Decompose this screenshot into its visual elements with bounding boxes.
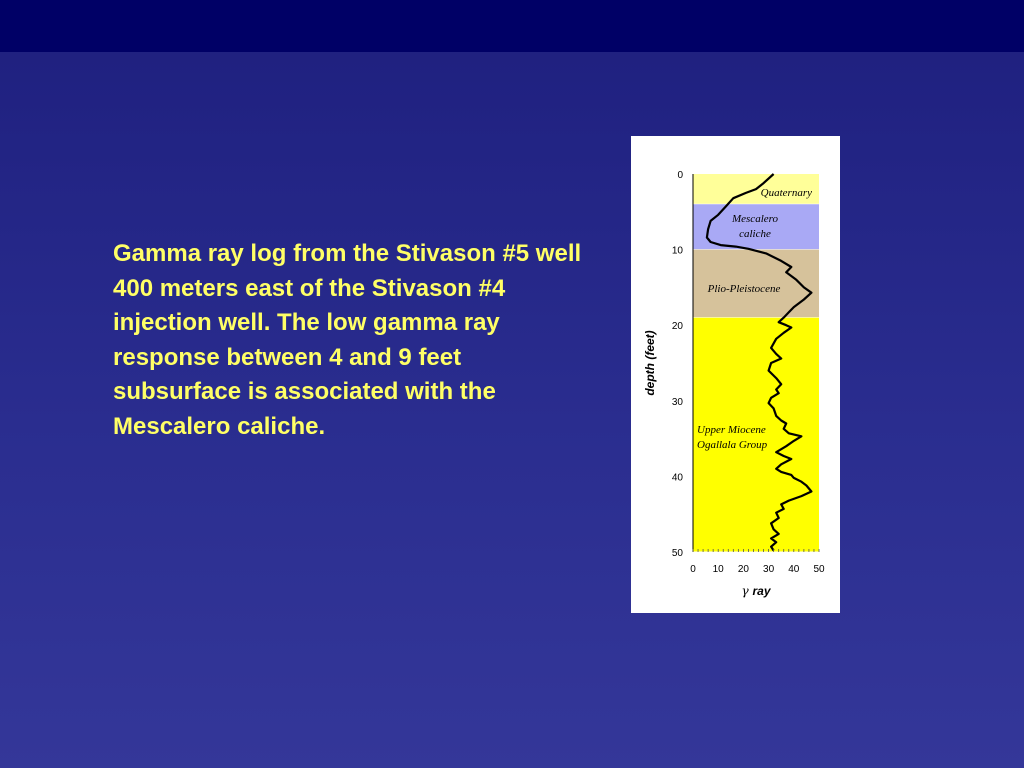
x-axis-title: γ ray: [741, 584, 771, 598]
x-tick-label-10: 10: [712, 564, 724, 575]
y-tick-label-10: 10: [671, 245, 683, 257]
gamma-ray-log-figure: [631, 136, 840, 613]
x-tick-label-50: 50: [813, 564, 825, 575]
unit-label-2: Plio-Pleistocene: [707, 283, 781, 295]
y-tick-label-40: 40: [671, 472, 683, 484]
y-tick-label-0: 0: [677, 170, 683, 181]
unit-label-0: Quaternary: [760, 187, 812, 199]
slide-caption: Gamma ray log from the Stivason #5 well 400 meters east of the Stivason #4 injection well. The low gamma ray response between 4 and 9 feet subsurface is associated with the Mescalero caliche.: [113, 240, 582, 440]
y-tick-label-50: 50: [671, 548, 683, 559]
y-axis-title: depth (feet): [643, 330, 657, 396]
x-tick-label-0: 0: [690, 564, 696, 575]
x-tick-label-20: 20: [737, 564, 749, 575]
gamma-ray-log-chart: [631, 136, 840, 613]
title-band: [0, 0, 1024, 52]
unit-label-3: Upper Miocene Ogallala Group: [697, 424, 768, 451]
y-tick-label-20: 20: [671, 321, 683, 333]
x-tick-label-30: 30: [763, 564, 775, 575]
x-tick-label-40: 40: [788, 564, 800, 575]
unit-label-1: Mescalero caliche: [731, 213, 779, 240]
y-tick-label-30: 30: [671, 396, 683, 408]
